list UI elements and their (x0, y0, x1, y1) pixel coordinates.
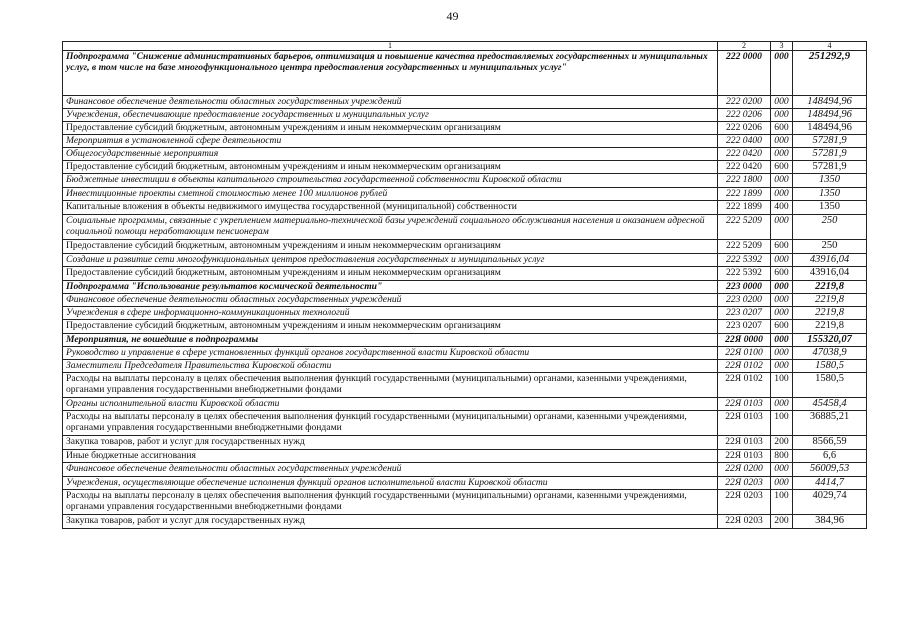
row-kind-cell: 600 (771, 122, 793, 135)
row-kind-cell: 100 (771, 411, 793, 436)
row-code-cell: 223 0200 (718, 294, 771, 307)
header-cell-name: 1 (63, 42, 718, 51)
row-name-cell: Финансовое обеспечение деятельности областных государственных учреждений (63, 463, 718, 477)
budget-table (62, 41, 867, 529)
row-code-cell: 22Я 0103 (718, 450, 771, 463)
row-kind-cell: 000 (771, 281, 793, 294)
row-amount-cell: 148494,96 (793, 109, 867, 122)
table-row (63, 490, 867, 515)
row-amount-cell: 36885,21 (793, 411, 867, 436)
table-row (63, 477, 867, 490)
row-amount-cell: 251292,9 (793, 51, 867, 96)
table-row (63, 122, 867, 135)
row-name-cell: Руководство и управление в сфере установленных функций органов государственной власти Кировской области (63, 347, 718, 360)
table-row (63, 294, 867, 307)
table-row (63, 135, 867, 148)
row-name-cell: Предоставление субсидий бюджетным, автономным учреждениям и иным некоммерческим организациям (63, 161, 718, 174)
row-kind-cell: 000 (771, 96, 793, 109)
table-row (63, 347, 867, 360)
row-name-cell: Предоставление субсидий бюджетным, автономным учреждениям и иным некоммерческим организациям (63, 122, 718, 135)
table-row (63, 515, 867, 529)
row-amount-cell: 1580,5 (793, 360, 867, 373)
row-code-cell: 222 5209 (718, 240, 771, 254)
row-code-cell: 22Я 0103 (718, 398, 771, 411)
row-amount-cell: 45458,4 (793, 398, 867, 411)
row-amount-cell: 57281,9 (793, 135, 867, 148)
table-row (63, 436, 867, 450)
row-amount-cell: 2219,8 (793, 307, 867, 320)
table-row (63, 201, 867, 215)
header-cell-amount: 4 (793, 42, 867, 51)
row-name-cell: Социальные программы, связанные с укреплением материально-технической базы учреждений социального обслуживания населения и оказанием адресной социальной помощи неработающим пенсионерам (63, 215, 718, 240)
row-amount-cell: 6,6 (793, 450, 867, 463)
row-code-cell: 222 1899 (718, 188, 771, 201)
row-code-cell: 22Я 0100 (718, 347, 771, 360)
row-amount-cell: 2219,8 (793, 294, 867, 307)
row-amount-cell: 2219,8 (793, 320, 867, 334)
table-row (63, 320, 867, 334)
row-amount-cell: 4029,74 (793, 490, 867, 515)
table-row (63, 463, 867, 477)
row-name-cell: Общегосударственные мероприятия (63, 148, 718, 161)
table-row (63, 450, 867, 463)
row-amount-cell: 148494,96 (793, 122, 867, 135)
row-kind-cell: 600 (771, 267, 793, 281)
row-amount-cell: 57281,9 (793, 161, 867, 174)
row-kind-cell: 000 (771, 360, 793, 373)
row-code-cell: 222 1800 (718, 174, 771, 188)
row-code-cell: 222 0206 (718, 122, 771, 135)
row-kind-cell: 000 (771, 477, 793, 490)
table-row (63, 215, 867, 240)
row-kind-cell: 000 (771, 398, 793, 411)
row-kind-cell: 000 (771, 215, 793, 240)
row-code-cell: 22Я 0102 (718, 360, 771, 373)
table-row (63, 109, 867, 122)
table-row (63, 188, 867, 201)
row-kind-cell: 000 (771, 347, 793, 360)
row-name-cell: Предоставление субсидий бюджетным, автономным учреждениям и иным некоммерческим организациям (63, 320, 718, 334)
row-code-cell: 22Я 0102 (718, 373, 771, 398)
table-row (63, 51, 867, 96)
row-name-cell: Расходы на выплаты персоналу в целях обеспечения выполнения функций государственными (муниципальными) органами, казенными учреждениями, органами управления государственными внебюджетными фондами (63, 490, 718, 515)
row-code-cell: 222 1899 (718, 201, 771, 215)
row-kind-cell: 000 (771, 463, 793, 477)
row-kind-cell: 000 (771, 294, 793, 307)
row-amount-cell: 2219,8 (793, 281, 867, 294)
row-code-cell: 222 0000 (718, 51, 771, 96)
row-kind-cell: 000 (771, 109, 793, 122)
row-code-cell: 22Я 0203 (718, 515, 771, 529)
row-kind-cell: 000 (771, 51, 793, 96)
row-code-cell: 222 0400 (718, 135, 771, 148)
row-amount-cell: 47038,9 (793, 347, 867, 360)
table-row (63, 360, 867, 373)
row-name-cell: Заместители Председателя Правительства Кировской области (63, 360, 718, 373)
row-code-cell: 22Я 0103 (718, 436, 771, 450)
row-amount-cell: 1350 (793, 201, 867, 215)
row-name-cell: Капитальные вложения в объекты недвижимого имущества государственной (муниципальной) собственности (63, 201, 718, 215)
row-code-cell: 222 0200 (718, 96, 771, 109)
row-name-cell: Закупка товаров, работ и услуг для государственных нужд (63, 436, 718, 450)
table-row (63, 174, 867, 188)
row-kind-cell: 000 (771, 188, 793, 201)
row-code-cell: 223 0000 (718, 281, 771, 294)
row-name-cell: Расходы на выплаты персоналу в целях обеспечения выполнения функций государственными (муниципальными) органами, казенными учреждениями, органами управления государственными внебюджетными фондами (63, 411, 718, 436)
row-code-cell: 22Я 0200 (718, 463, 771, 477)
row-name-cell: Предоставление субсидий бюджетным, автономным учреждениям и иным некоммерческим организациям (63, 267, 718, 281)
table-row (63, 307, 867, 320)
row-code-cell: 22Я 0203 (718, 490, 771, 515)
row-kind-cell: 600 (771, 320, 793, 334)
row-amount-cell: 148494,96 (793, 96, 867, 109)
row-kind-cell: 800 (771, 450, 793, 463)
row-amount-cell: 1350 (793, 174, 867, 188)
table-row (63, 281, 867, 294)
table-row (63, 96, 867, 109)
row-name-cell: Мероприятия в установленной сфере деятельности (63, 135, 718, 148)
row-kind-cell: 000 (771, 174, 793, 188)
row-code-cell: 22Я 0203 (718, 477, 771, 490)
table-row (63, 267, 867, 281)
table-row (63, 254, 867, 267)
row-code-cell: 222 5392 (718, 254, 771, 267)
row-code-cell: 222 0206 (718, 109, 771, 122)
row-name-cell: Бюджетные инвестиции в объекты капитального строительства государственной собственности Кировской области (63, 174, 718, 188)
row-name-cell: Учреждения, осуществляющие обеспечение исполнения функций органов исполнительной власти Кировской области (63, 477, 718, 490)
row-amount-cell: 56009,53 (793, 463, 867, 477)
row-amount-cell: 43916,04 (793, 267, 867, 281)
row-code-cell: 223 0207 (718, 307, 771, 320)
row-name-cell: Учреждения, обеспечивающие предоставление государственных и муниципальных услуг (63, 109, 718, 122)
row-amount-cell: 250 (793, 215, 867, 240)
header-cell-code: 2 (718, 42, 771, 51)
row-name-cell: Инвестиционные проекты сметной стоимостью менее 100 миллионов рублей (63, 188, 718, 201)
row-amount-cell: 43916,04 (793, 254, 867, 267)
row-code-cell: 222 0420 (718, 148, 771, 161)
page-number: 49 (446, 9, 459, 23)
row-name-cell: Мероприятия, не вошедшие в подпрограммы (63, 334, 718, 347)
row-name-cell: Органы исполнительной власти Кировской области (63, 398, 718, 411)
row-kind-cell: 600 (771, 161, 793, 174)
row-kind-cell: 600 (771, 240, 793, 254)
row-code-cell: 222 5209 (718, 215, 771, 240)
row-kind-cell: 000 (771, 334, 793, 347)
row-kind-cell: 200 (771, 515, 793, 529)
row-code-cell: 223 0207 (718, 320, 771, 334)
row-kind-cell: 200 (771, 436, 793, 450)
row-name-cell: Предоставление субсидий бюджетным, автономным учреждениям и иным некоммерческим организациям (63, 240, 718, 254)
row-amount-cell: 1580,5 (793, 373, 867, 398)
row-kind-cell: 100 (771, 373, 793, 398)
row-name-cell: Финансовое обеспечение деятельности областных государственных учреждений (63, 294, 718, 307)
row-name-cell: Расходы на выплаты персоналу в целях обеспечения выполнения функций государственными (муниципальными) органами, казенными учреждениями, органами управления государственными внебюджетными фондами (63, 373, 718, 398)
row-kind-cell: 100 (771, 490, 793, 515)
header-cell-kind: 3 (771, 42, 793, 51)
table-row (63, 398, 867, 411)
table-row (63, 240, 867, 254)
row-code-cell: 22Я 0000 (718, 334, 771, 347)
row-kind-cell: 000 (771, 254, 793, 267)
row-kind-cell: 000 (771, 148, 793, 161)
row-kind-cell: 000 (771, 307, 793, 320)
table-row (63, 334, 867, 347)
row-name-cell: Финансовое обеспечение деятельности областных государственных учреждений (63, 96, 718, 109)
row-name-cell: Закупка товаров, работ и услуг для государственных нужд (63, 515, 718, 529)
row-code-cell: 222 0420 (718, 161, 771, 174)
row-amount-cell: 250 (793, 240, 867, 254)
row-amount-cell: 155320,07 (793, 334, 867, 347)
row-code-cell: 22Я 0103 (718, 411, 771, 436)
row-name-cell: Создание и развитие сети многофункциональных центров предоставления государственных и муниципальных услуг (63, 254, 718, 267)
row-name-cell: Подпрограмма "Снижение административных барьеров, оптимизация и повышение качества предоставляемых государственных и муниципальных услуг, в том числе на базе многофункционального центра предоставления государственных и муниципальных услуг" (63, 51, 718, 96)
row-kind-cell: 400 (771, 201, 793, 215)
row-amount-cell: 1350 (793, 188, 867, 201)
row-amount-cell: 384,96 (793, 515, 867, 529)
table-row (63, 373, 867, 398)
row-amount-cell: 4414,7 (793, 477, 867, 490)
table-row (63, 411, 867, 436)
table-header-row (63, 42, 867, 51)
row-code-cell: 222 5392 (718, 267, 771, 281)
table-row (63, 148, 867, 161)
row-amount-cell: 8566,59 (793, 436, 867, 450)
row-kind-cell: 000 (771, 135, 793, 148)
row-name-cell: Подпрограмма "Использование результатов космической деятельности" (63, 281, 718, 294)
row-amount-cell: 57281,9 (793, 148, 867, 161)
row-name-cell: Иные бюджетные ассигнования (63, 450, 718, 463)
row-name-cell: Учреждения в сфере информационно-коммуникационных технологий (63, 307, 718, 320)
table-row (63, 161, 867, 174)
